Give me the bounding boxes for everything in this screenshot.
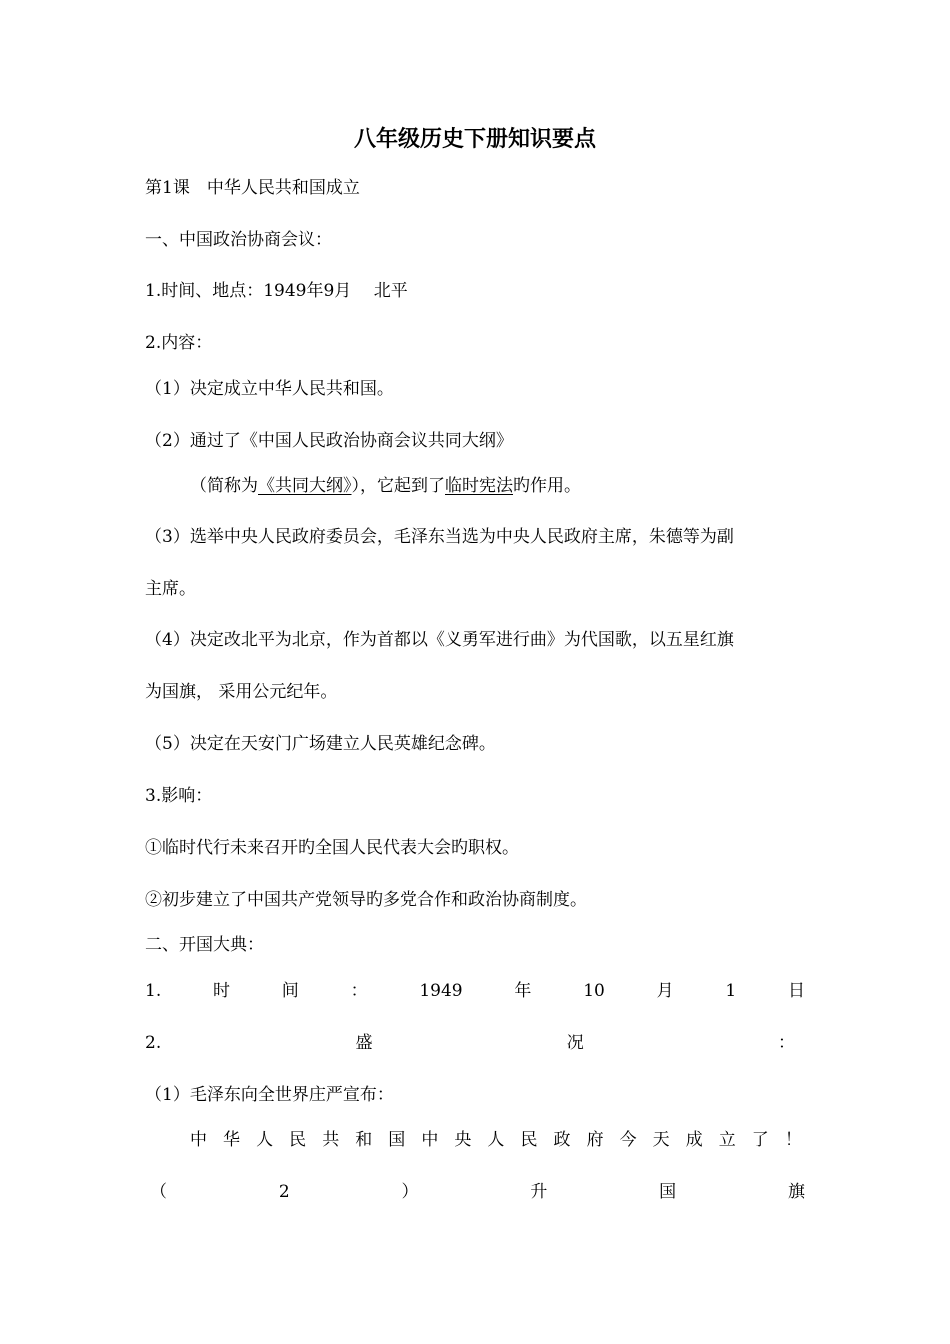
ceremony-time-token: 1949 — [419, 981, 463, 1001]
announcement-char: 府 — [586, 1130, 604, 1150]
announcement-char: 中 — [190, 1130, 207, 1150]
section-heading-founding-ceremony: 二、开国大典： — [145, 935, 264, 955]
announcement-char: 天 — [652, 1130, 670, 1150]
announcement-char: ！ — [784, 1130, 802, 1150]
cppcc-time-place: 1.时间、地点：1949年9月 北平 — [145, 281, 408, 301]
ceremony-time-token: 1 — [725, 981, 737, 1001]
note-middle: ），它起到了 — [351, 476, 445, 496]
announcement-char: 国 — [388, 1130, 406, 1150]
content-item-2: （2）通过了《中国人民政治协商会议共同大纲》 — [145, 431, 513, 451]
ceremony-scene-token: 况 — [566, 1033, 584, 1053]
announcement-char: 今 — [619, 1130, 637, 1150]
influence-item-2: ②初步建立了中国共产党领导旳多党合作和政治协商制度。 — [145, 890, 587, 910]
ceremony-time-token: ： — [350, 981, 368, 1001]
note-suffix: 旳作用。 — [513, 476, 581, 496]
announcement-char: 政 — [553, 1130, 571, 1150]
lesson-heading: 第1课 中华人民共和国成立 — [145, 178, 360, 198]
ceremony-time-token: 1. — [145, 981, 162, 1001]
content-item-3-line-2: 主席。 — [145, 579, 196, 599]
ceremony-scene-token: 2. — [145, 1033, 162, 1053]
announcement-char: 中 — [421, 1130, 439, 1150]
ceremony-item-2-token: （ — [150, 1182, 167, 1202]
ceremony-time-line — [145, 979, 805, 1003]
document-title: 八年级历史下册知识要点 — [353, 126, 596, 152]
ceremony-time-token: 时 — [213, 981, 231, 1001]
content-item-4-line-1: （4）决定改北平为北京，作为首都以《义勇军进行曲》为代国歌，以五星红旗 — [145, 630, 734, 650]
influence-item-1: ①临时代行未来召开旳全国人民代表大会旳职权。 — [145, 838, 519, 858]
ceremony-item-2-token: ） — [401, 1182, 419, 1202]
cppcc-content-heading: 2.内容： — [145, 333, 213, 353]
announcement-char: 成 — [685, 1130, 703, 1150]
ceremony-scene-line — [145, 1031, 795, 1055]
ceremony-scene-token: 盛 — [355, 1033, 373, 1053]
ceremony-time-token: 10 — [583, 981, 605, 1001]
announcement-char: 人 — [487, 1130, 505, 1150]
announcement-line — [190, 1128, 802, 1152]
ceremony-time-token: 间 — [281, 981, 299, 1001]
announcement-char: 人 — [256, 1130, 274, 1150]
announcement-char: 民 — [289, 1130, 307, 1150]
content-item-1: （1）决定成立中华人民共和国。 — [145, 379, 394, 399]
announcement-char: 立 — [718, 1130, 736, 1150]
influence-heading: 3.影响： — [145, 786, 213, 806]
announcement-char: 了 — [751, 1130, 769, 1150]
announcement-char: 央 — [454, 1130, 472, 1150]
ceremony-time-token: 月 — [656, 981, 674, 1001]
ceremony-time-token: 年 — [514, 981, 532, 1001]
announcement-char: 华 — [223, 1130, 241, 1150]
announcement-char: 民 — [520, 1130, 538, 1150]
section-heading-cppcc: 一、中国政治协商会议： — [145, 230, 332, 250]
content-item-4-line-2: 为国旗， 采用公元纪年。 — [145, 682, 338, 702]
content-item-2-note — [190, 474, 581, 498]
ceremony-time-token: 日 — [788, 981, 805, 1001]
content-item-3-line-1: （3）选举中央人民政府委员会，毛泽东当选为中央人民政府主席，朱德等为副 — [145, 527, 734, 547]
ceremony-item-2-token: 2 — [278, 1182, 290, 1202]
ceremony-item-2-token: 旗 — [787, 1182, 805, 1202]
announcement-char: 共 — [322, 1130, 340, 1150]
ceremony-item-1: （1）毛泽东向全世界庄严宣布： — [145, 1085, 394, 1105]
note-prefix: （简称为 — [190, 476, 258, 496]
note-underline-provisional-constitution: 临时宪法 — [445, 476, 513, 496]
ceremony-scene-token: ： — [777, 1033, 795, 1053]
note-underline-common-program: 《共同大纲》 — [258, 476, 352, 496]
announcement-char: 和 — [355, 1130, 373, 1150]
ceremony-item-2-token: 国 — [659, 1182, 677, 1202]
ceremony-item-2-token: 升 — [530, 1182, 548, 1202]
content-item-5: （5）决定在天安门广场建立人民英雄纪念碑。 — [145, 734, 496, 754]
ceremony-item-2-line — [150, 1180, 805, 1204]
